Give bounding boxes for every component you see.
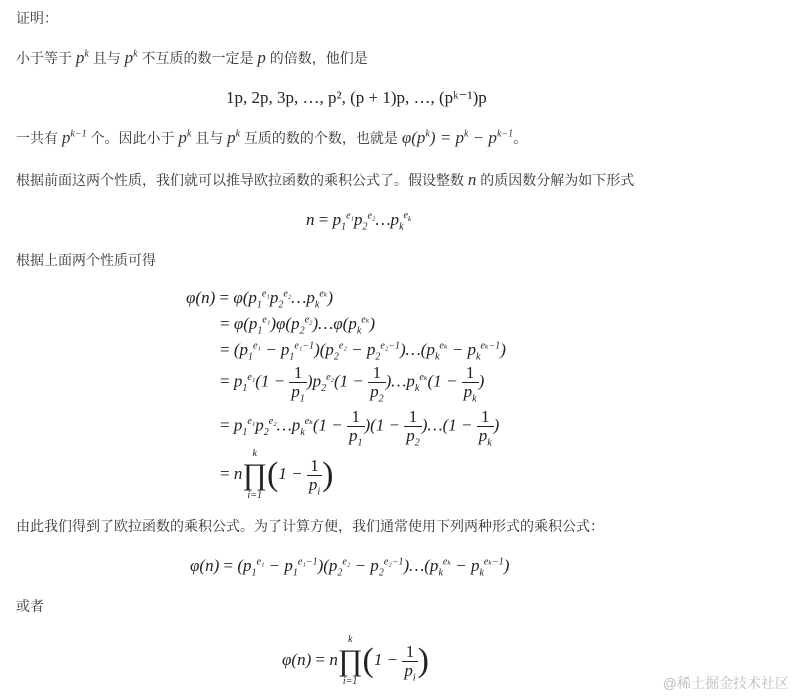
factorization-formula: $n = p_1^{e_1}p_2^{e_2}\dots p_k^{e_k}$ xyxy=(306,210,412,233)
watermark: @稀土掘金技术社区 xyxy=(662,675,789,691)
multiples-list-formula: 1p, 2p, 3p, …, p², (p + 1)p, …, (pᵏ⁻¹)p xyxy=(226,88,487,107)
paragraph-1: 小于等于 $p^k$ 且与 $p^k$ 不互质的数一定是 p 的倍数，他们是 xyxy=(16,48,368,67)
paragraph-5: 由此我们得到了欧拉函数的乘积公式。为了计算方便，我们通常使用下列两种形式的乘积公式： xyxy=(16,518,604,534)
paragraph-2: 一共有 $p^{k-1}$ 个。因此小于 $p^k$ 且与 $p^k$ 互质的数的个数，也就是 $\varphi(p^k) = p^k - p^{k-1}$。 xyxy=(16,128,528,147)
product-formula-2: φ(n) = n k ∏ i=1 (1 − $\frac{1}{p_i}$ ) xyxy=(282,634,429,687)
product-formula-1: $\varphi(n) = (p_1^{e_1} - p_1^{e_1-1})(p_2^{e_2}$ − $p_2^{e_2-1})\dots(p_k^{e_k} - p_k^{e_k-1})$ xyxy=(190,556,510,579)
derivation-block: $\varphi(n) = \varphi(p_1^{e_1}p_2^{e_2}\dots p_k^{e_k})$ = $\varphi(p_1^{e_1})\varphi(p_2^{e_2})\dots\varphi(p_k^{e_k})$ = $(p_1^{e_1} - p_1^{e_1-1})(p_2^{e_2}$ − $p_2^{e_2-1})\dots(p_k^{e_k} - p_k^{e_k-1})$ = $p_1^{e_1}(1$ − $\frac{1}{p_1}$ )$p_2^{e_2}(1$ − $\frac{1}{p_2}$ )$\dots p_k^{e_k}(1$ − $\frac{1}{p_k}$ ) = $p_1^{e_1}p_2^{e_2}\dots p_k^{e_k}(1$ − $\frac{1}{p_1}$ )(1 − $\frac{1}{p_2}$ )…(1 − $\frac{1}{p_k}$ ) = n k ∏ i=1 (1 − $\frac{1}{p_i}$ ) xyxy=(186,288,506,501)
paragraph-4: 根据上面两个性质可得 xyxy=(16,252,156,268)
paragraph-3: 根据前面这两个性质，我们就可以推导欧拉函数的乘积公式了。假设整数 n 的质因数分解为如下形式 xyxy=(16,170,635,189)
proof-label: 证明： xyxy=(16,10,58,26)
paragraph-6: 或者 xyxy=(16,598,44,614)
